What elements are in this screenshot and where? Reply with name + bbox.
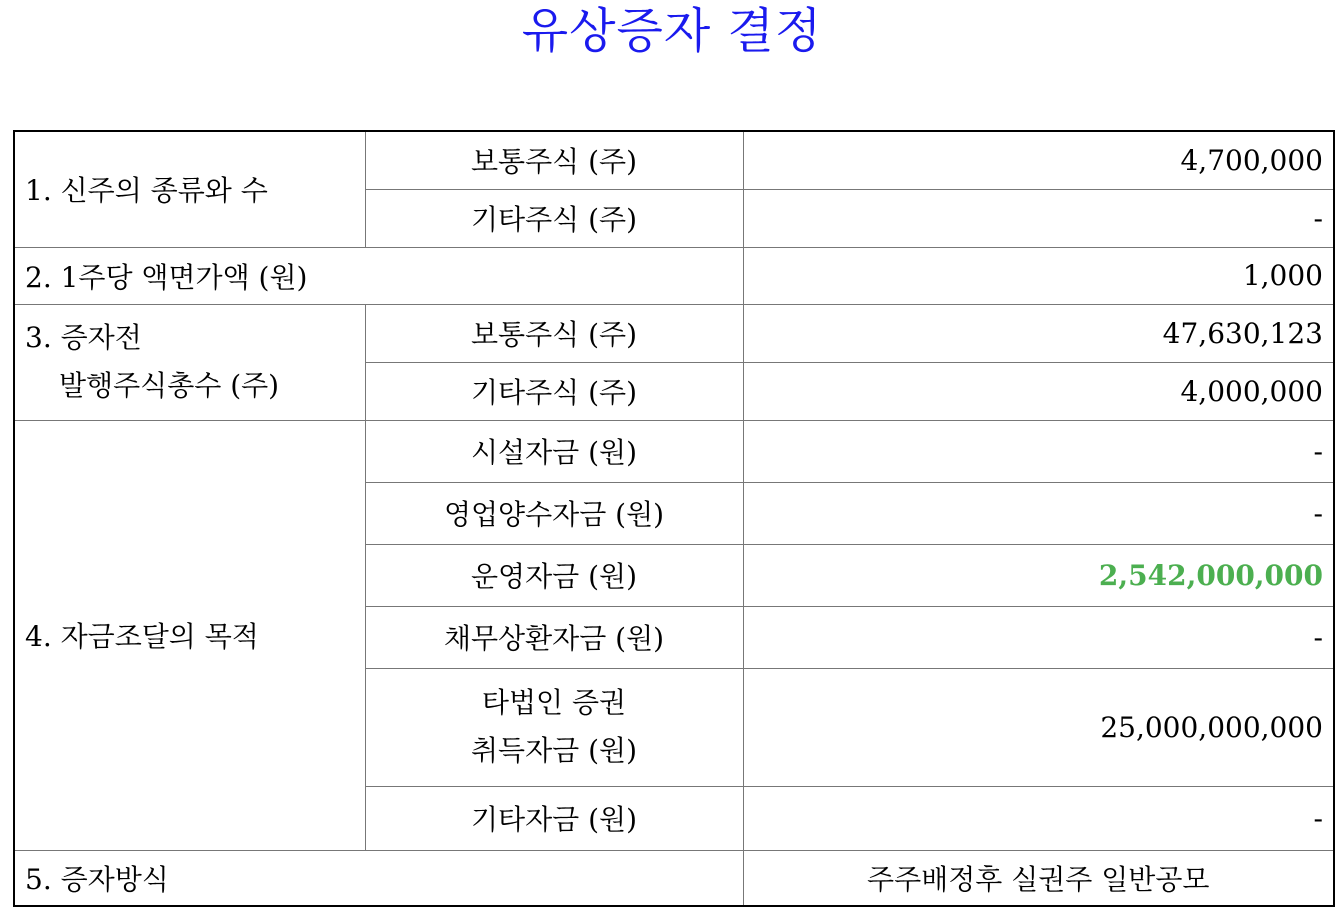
table-row xyxy=(14,304,1334,362)
s4-facility-value: - xyxy=(743,420,1334,482)
s4-other-label: 기타자금 (원) xyxy=(365,786,743,850)
s3-common-shares-label: 보통주식 (주) xyxy=(365,304,743,362)
s4-securities-label xyxy=(365,668,743,786)
page-title: 유상증자 결정 xyxy=(521,3,823,59)
s1-common-shares-value: 4,700,000 xyxy=(743,131,1334,189)
section-3-label xyxy=(14,304,365,420)
section-3-label-line2: 발행주식총수 (주) xyxy=(59,369,280,402)
s4-other-value: - xyxy=(743,786,1334,850)
s4-debt-value: - xyxy=(743,606,1334,668)
s3-common-shares-value: 47,630,123 xyxy=(743,304,1334,362)
table-row xyxy=(14,247,1334,304)
s4-securities-value: 25,000,000,000 xyxy=(743,668,1334,786)
s3-other-shares-value: 4,000,000 xyxy=(743,362,1334,420)
section-2-label: 2. 1주당 액면가액 (원) xyxy=(14,247,743,304)
s4-facility-label: 시설자금 (원) xyxy=(365,420,743,482)
s1-other-shares-value: - xyxy=(743,189,1334,247)
section-5-label: 5. 증자방식 xyxy=(14,850,743,906)
section-1-label: 1. 신주의 종류와 수 xyxy=(14,131,365,247)
s5-method-value: 주주배정후 실권주 일반공모 xyxy=(743,850,1334,906)
table-row xyxy=(14,420,1334,482)
s3-other-shares-label: 기타주식 (주) xyxy=(365,362,743,420)
s4-operating-value: 2,542,000,000 xyxy=(743,544,1334,606)
s4-debt-label: 채무상환자금 (원) xyxy=(365,606,743,668)
s4-acquisition-label: 영업양수자금 (원) xyxy=(365,482,743,544)
s4-securities-label-line2: 취득자금 (원) xyxy=(471,734,637,767)
s1-common-shares-label: 보통주식 (주) xyxy=(365,131,743,189)
table-row xyxy=(14,131,1334,189)
s4-operating-label: 운영자금 (원) xyxy=(365,544,743,606)
s4-securities-label-line1: 타법인 증권 xyxy=(481,686,627,719)
rights-offering-table xyxy=(13,130,1335,907)
section-3-label-line1: 3. 증자전 xyxy=(25,321,142,354)
s4-acquisition-value: - xyxy=(743,482,1334,544)
s2-par-value: 1,000 xyxy=(743,247,1334,304)
section-4-label: 4. 자금조달의 목적 xyxy=(14,420,365,850)
s1-other-shares-label: 기타주식 (주) xyxy=(365,189,743,247)
table-row xyxy=(14,850,1334,906)
